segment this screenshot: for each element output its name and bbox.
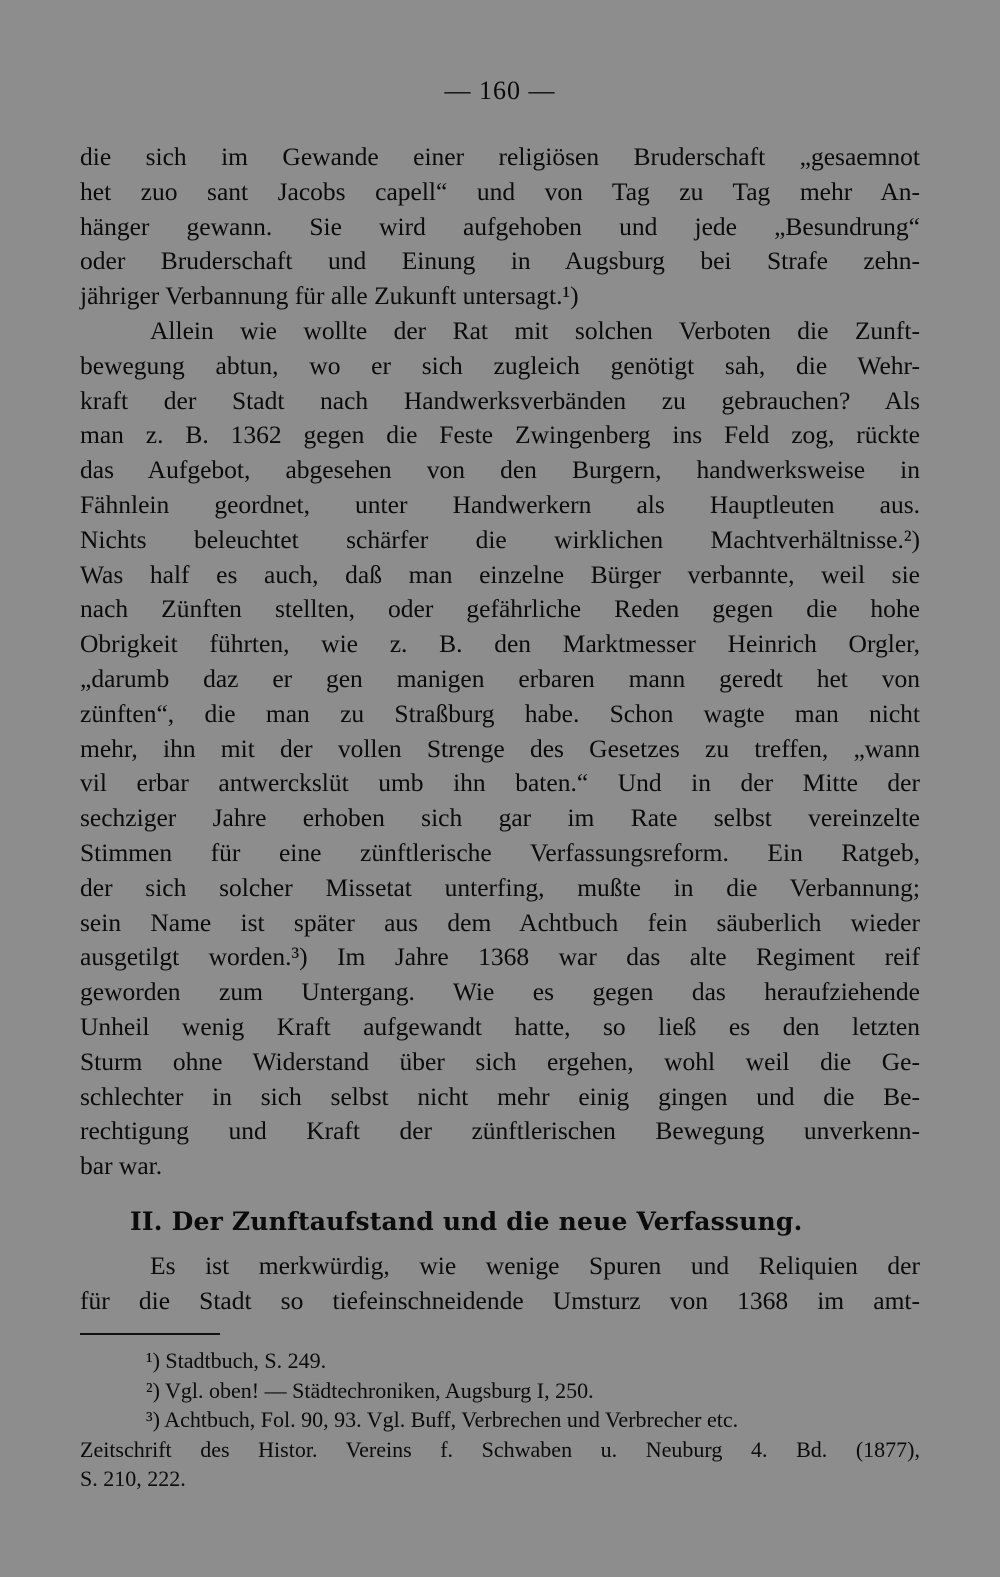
text-line: Unheil wenig Kraft aufgewandt hatte, so ließ es den letzten — [80, 1011, 920, 1041]
text-line: mehr, ihn mit der vollen Strenge des Gesetzes zu treffen, „wann — [80, 733, 920, 763]
text-line: sein Name ist später aus dem Achtbuch fein säuberlich wieder — [80, 907, 920, 937]
section-text — [80, 1249, 920, 1319]
text-line: het zuo sant Jacobs capell“ und von Tag zu Tag mehr An- — [80, 176, 920, 206]
text-line: der sich solcher Missetat unterfing, mußte in die Verbannung; — [80, 872, 920, 902]
text-line: Allein wie wollte der Rat mit solchen Verboten die Zunft- — [150, 315, 920, 345]
text-line: Nichts beleuchtet schärfer die wirklichen Machtverhältnisse.²) — [80, 524, 920, 554]
text-line: bewegung abtun, wo er sich zugleich genötigt sah, die Wehr- — [80, 350, 920, 380]
text-line: das Aufgebot, abgesehen von den Burgern, handwerksweise in — [80, 455, 920, 485]
text-line: bar war. — [80, 1151, 163, 1181]
text-line: schlechter in sich selbst nicht mehr einig gingen und die Be- — [80, 1081, 920, 1111]
text-line: Stimmen für eine zünftlerische Verfassungsreform. Ein Ratgeb, — [80, 837, 920, 867]
text-line: jähriger Verbannung für alle Zukunft untersagt.¹) — [80, 281, 579, 311]
page-number: — 160 — — [444, 76, 556, 105]
text-line: Fähnlein geordnet, unter Handwerkern als Hauptleuten aus. — [80, 489, 920, 519]
text-line: rechtigung und Kraft der zünftlerischen Bewegung unverkenn- — [80, 1116, 920, 1146]
footnote-divider — [80, 1333, 220, 1335]
text-line: man z. B. 1362 gegen die Feste Zwingenberg ins Feld zog, rückte — [80, 420, 920, 450]
footnotes — [80, 1346, 920, 1494]
section-heading: II. Der Zunftaufstand und die neue Verfassung. — [130, 1207, 803, 1236]
text-line: sechziger Jahre erhoben sich gar im Rate selbst vereinzelte — [80, 803, 920, 833]
text-line: oder Bruderschaft und Einung in Augsburg bei Strafe zehn- — [80, 246, 920, 276]
text-line: ausgetilgt worden.³) Im Jahre 1368 war das alte Regiment reif — [80, 942, 920, 972]
text-line: vil erbar antwerckslüt umb ihn baten.“ Und in der Mitte der — [80, 768, 920, 798]
text-line: geworden zum Untergang. Wie es gegen das heraufziehende — [80, 977, 920, 1007]
text-line: kraft der Stadt nach Handwerksverbänden zu gebrauchen? Als — [80, 385, 920, 415]
main-text — [80, 140, 920, 1184]
text-line: Obrigkeit führten, wie z. B. den Marktmesser Heinrich Orgler, — [80, 629, 920, 659]
footnote-3: ³) Achtbuch, Fol. 90, 93. Vgl. Buff, Verbrechen und Verbrecher etc. — [146, 1407, 739, 1432]
text-line: Sturm ohne Widerstand über sich ergehen, wohl weil die Ge- — [80, 1046, 920, 1076]
text-line: Es ist merkwürdig, wie wenige Spuren und Reliquien der — [150, 1251, 920, 1280]
text-line: zünften“, die man zu Straßburg habe. Schon wagte man nicht — [80, 698, 920, 728]
footnote-1: ¹) Stadtbuch, S. 249. — [146, 1348, 327, 1373]
text-line: für die Stadt so tiefeinschneidende Umsturz von 1368 im amt- — [80, 1285, 920, 1315]
text-line: „darumb daz er gen manigen erbaren mann geredt het von — [80, 663, 920, 693]
text-line: die sich im Gewande einer religiösen Bruderschaft „gesaemnot — [80, 142, 920, 171]
text-line: hänger gewann. Sie wird aufgehoben und jede „Besundrung“ — [80, 211, 920, 241]
footnote-3-end: S. 210, 222. — [80, 1466, 186, 1491]
footnote-3-continued: Zeitschrift des Histor. Vereins f. Schwaben u. Neuburg 4. Bd. (1877), — [80, 1436, 920, 1462]
footnote-2: ²) Vgl. oben! — Städtechroniken, Augsburg I, 250. — [146, 1377, 594, 1403]
text-line: nach Zünften stellten, oder gefährliche Reden gegen die hohe — [80, 594, 920, 624]
text-line: Was half es auch, daß man einzelne Bürger verbannte, weil sie — [80, 559, 920, 589]
